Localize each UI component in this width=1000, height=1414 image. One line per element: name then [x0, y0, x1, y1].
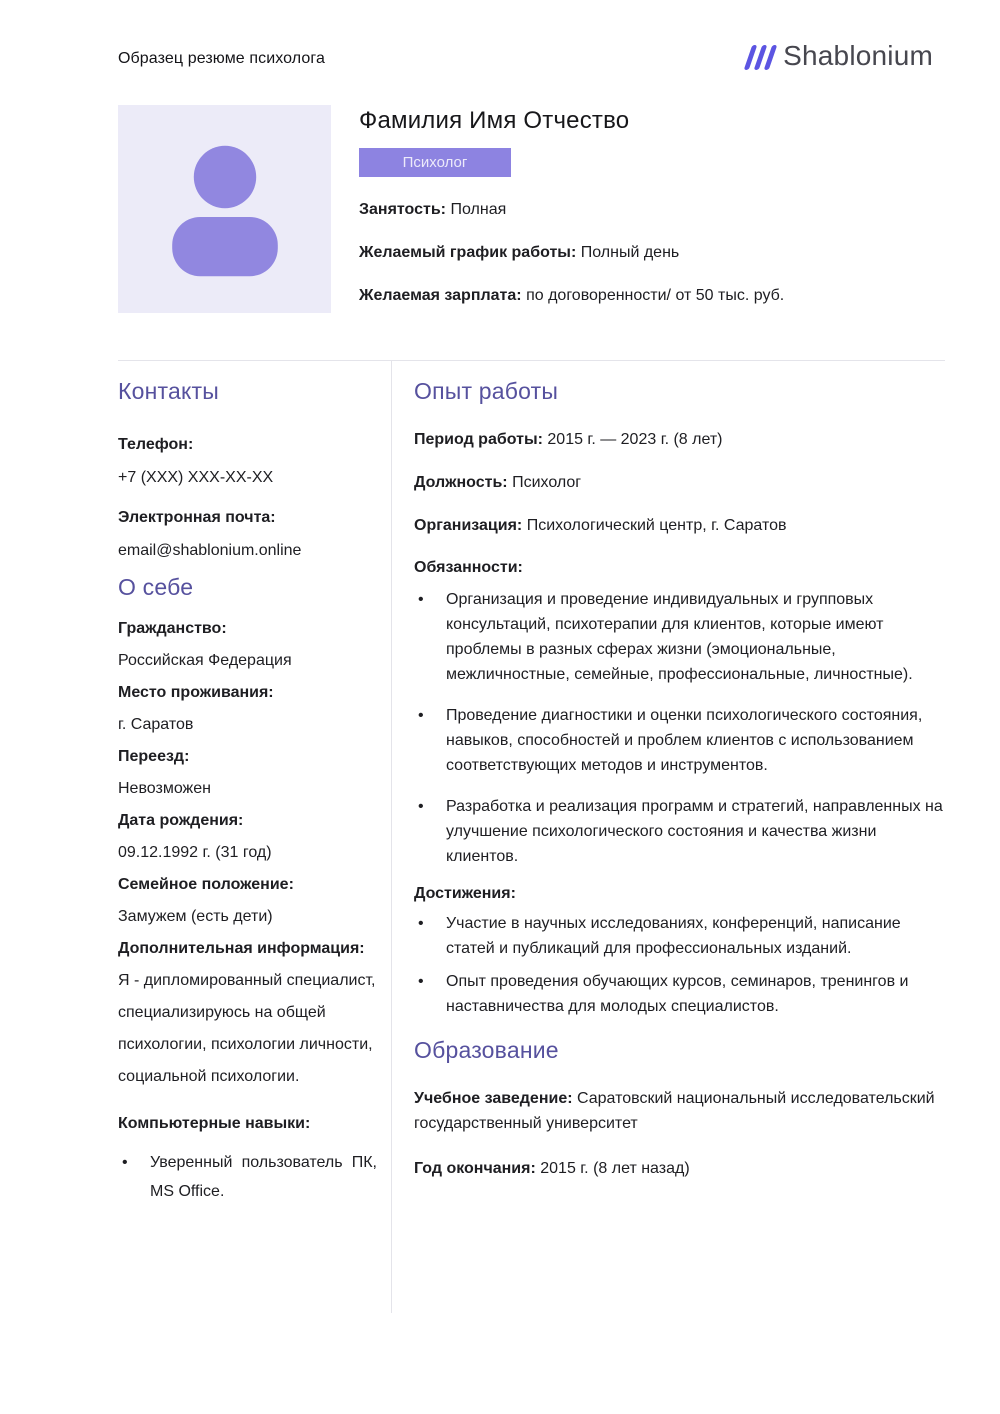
about-field-label: Семейное положение: [118, 876, 294, 893]
about-field-value: Российская Федерация [118, 652, 292, 669]
about-field-label: Переезд: [118, 748, 190, 765]
about-field-citizenship [118, 613, 377, 677]
brand-name: Shablonium [783, 40, 933, 71]
about-field-label: Гражданство: [118, 620, 227, 637]
about-field-value: г. Саратов [118, 716, 194, 733]
contacts-list [118, 428, 377, 567]
achievements-label: Достижения: [414, 885, 516, 902]
triple-slash-icon [748, 43, 773, 70]
about-field-value: Я - дипломированный специалист, специализируюсь на общей психологии, психологии личности, социальной психологии. [118, 972, 376, 1085]
duties-label: Обязанности: [414, 559, 523, 576]
bullet-marker: • [418, 707, 424, 724]
achievements-list [414, 911, 945, 1019]
right-column [392, 361, 945, 1313]
avatar [118, 105, 331, 313]
field-label: Организация: [414, 517, 523, 534]
section-title-education: Образование [414, 1037, 559, 1063]
bullet-marker: • [418, 798, 424, 815]
duty-text: Организация и проведение индивидуальных и групповых консультаций, психотерапии для клиентов, которые имеют проблемы в разных сферах жизни (эмоциональные, межличностные, семейные, профессиональные, личностные). [446, 591, 913, 683]
person-icon [145, 129, 305, 289]
field-label: Год окончания: [414, 1160, 536, 1177]
field-label: Занятость: [359, 201, 447, 218]
bullet-marker: • [122, 1154, 128, 1171]
field-value: 2015 г. (8 лет назад) [540, 1160, 690, 1177]
education-field-institution [414, 1086, 945, 1136]
about-field-value: Замужем (есть дети) [118, 908, 273, 925]
document-title: Образец резюме психолога [118, 50, 326, 67]
about-field-additional [118, 933, 377, 1093]
about-field-label: Дополнительная информация: [118, 940, 365, 957]
contact-label: Электронная почта: [118, 509, 276, 526]
contact-value: +7 (XXX) XXX-XX-XX [118, 469, 274, 486]
about-fields [118, 613, 377, 1093]
profile-fields [359, 200, 784, 305]
education-fields [414, 1086, 945, 1181]
content-columns [118, 361, 945, 1313]
field-label: Желаемая зарплата: [359, 287, 522, 304]
bullet-marker: • [418, 973, 424, 990]
skills-list-item [118, 1148, 377, 1206]
computer-skills-label: Компьютерные навыки: [118, 1115, 311, 1132]
field-label: Учебное заведение: [414, 1090, 573, 1107]
about-field-residence [118, 677, 377, 741]
profile-field-salary [359, 286, 784, 305]
about-field-value: 09.12.1992 г. (31 год) [118, 844, 272, 861]
bullet-marker: • [418, 591, 424, 608]
contact-item-phone [118, 428, 377, 494]
brand-logo [748, 40, 933, 72]
profile-field-schedule [359, 243, 784, 262]
duty-text: Разработка и реализация программ и стратегий, направленных на улучшение психологического состояния и качества жизни клиентов. [446, 798, 943, 865]
about-field-label: Место проживания: [118, 684, 274, 701]
field-label: Период работы: [414, 431, 543, 448]
field-value: Психолог [512, 474, 582, 491]
duties-list [414, 587, 945, 869]
duties-list-item [414, 587, 945, 687]
achievements-list-item [414, 911, 945, 961]
profile-section [118, 105, 945, 329]
page-header [118, 40, 945, 72]
section-title-contacts: Контакты [118, 378, 219, 404]
achievement-text: Опыт проведения обучающих курсов, семинаров, тренингов и наставничества для молодых специалистов. [446, 973, 909, 1015]
about-field-marital [118, 869, 377, 933]
profile-info [359, 105, 784, 329]
experience-field-organization [414, 516, 945, 536]
bullet-marker: • [418, 915, 424, 932]
field-value: Психологический центр, г. Саратов [526, 517, 787, 534]
profile-field-employment [359, 200, 784, 219]
profile-name: Фамилия Имя Отчество [359, 107, 630, 134]
field-label: Желаемый график работы: [359, 244, 577, 261]
duties-list-item [414, 703, 945, 778]
duty-text: Проведение диагностики и оценки психологического состояния, навыков, способностей и проблем клиентов с использованием соответствующих методов и инструментов. [446, 707, 923, 774]
left-column [118, 361, 392, 1313]
experience-field-position [414, 473, 945, 493]
section-title-about: О себе [118, 574, 194, 600]
position-badge: Психолог [359, 148, 511, 177]
duties-list-item [414, 794, 945, 869]
about-field-birthdate [118, 805, 377, 869]
field-value: по договоренности/ от 50 тыс. руб. [526, 287, 785, 304]
field-label: Должность: [414, 474, 508, 491]
experience-fields [414, 430, 945, 536]
achievement-text: Участие в научных исследованиях, конференций, написание статей и публикаций для профессиональных изданий. [446, 915, 901, 957]
field-value: Полный день [580, 244, 680, 261]
field-value: 2015 г. — 2023 г. (8 лет) [547, 431, 723, 448]
field-value: Полная [450, 201, 507, 218]
field-value: Саратовский национальный исследовательский государственный университет [414, 1090, 935, 1132]
experience-field-period [414, 430, 945, 450]
about-field-value: Невозможен [118, 780, 211, 797]
skills-item-text: Уверенный пользователь ПК, MS Office. [150, 1154, 377, 1200]
about-field-relocation [118, 741, 377, 805]
contact-item-email [118, 501, 377, 567]
contact-label: Телефон: [118, 436, 194, 453]
achievements-list-item [414, 969, 945, 1019]
section-title-experience: Опыт работы [414, 378, 559, 404]
contact-value: email@shablonium.online [118, 542, 302, 559]
about-field-label: Дата рождения: [118, 812, 244, 829]
education-field-graduation [414, 1156, 945, 1181]
